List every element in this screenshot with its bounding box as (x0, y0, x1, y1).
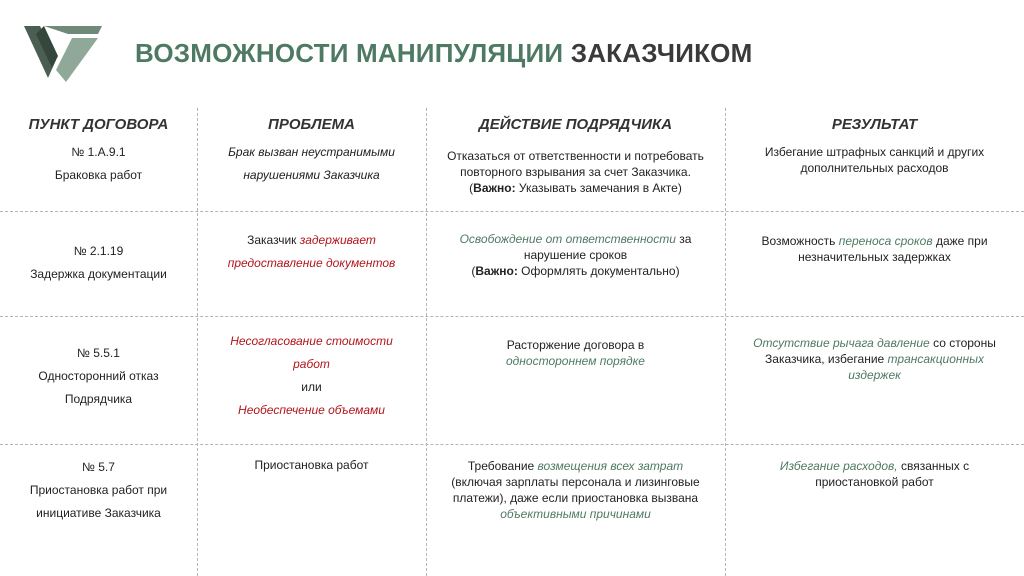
table-cell-problem (197, 229, 426, 275)
problem-highlight: предоставление документов (227, 256, 396, 270)
action-note: (Важно: Указывать замечания в Акте) (469, 181, 682, 195)
action-highlight: Освобождение от ответственности (459, 232, 676, 246)
header-clause: ПУНКТ ДОГОВОРА (28, 116, 169, 133)
note-text: Оформлять документально (521, 264, 676, 278)
result-text (725, 335, 1024, 351)
table-cell-result (725, 335, 1024, 383)
action-text: нарушение сроков (523, 248, 628, 262)
title-part-2: ЗАКАЗЧИКОМ (570, 38, 753, 68)
result-plain: Заказчика, избегание (765, 352, 885, 366)
action-note: (Важно: Оформлять документально) (471, 264, 680, 278)
clause-number: № 5.5.1 (77, 346, 120, 360)
problem-plain: Заказчик (247, 233, 297, 247)
note-text: Указывать замечания в Акте (518, 181, 678, 195)
result-highlight: Избегание расходов, (779, 459, 898, 473)
title-part-1: ВОЗМОЖНОСТИ МАНИПУЛЯЦИИ (135, 38, 564, 68)
clause-number: № 5.7 (82, 460, 115, 474)
table-cell-problem (197, 457, 426, 473)
action-plain: за (679, 232, 692, 246)
result-plain: Возможность (761, 234, 836, 248)
result-highlight: трансакционных (887, 352, 984, 366)
problem-highlight: задерживает (299, 233, 376, 247)
row-divider (0, 211, 1024, 212)
result-text: дополнительных расходов (800, 161, 949, 175)
result-plain: даже при (935, 234, 988, 248)
table-cell-action (426, 231, 725, 279)
result-text (725, 458, 1024, 474)
problem-text: Брак вызван неустранимыми (228, 145, 395, 159)
result-highlight: издержек (848, 368, 901, 382)
problem-text (197, 229, 426, 252)
result-plain: со стороны (933, 336, 996, 350)
result-text: приостановкой работ (815, 475, 934, 489)
result-text (725, 233, 1024, 249)
header-problem: ПРОБЛЕМА (268, 116, 355, 133)
table-cell-problem (197, 141, 426, 187)
page-title (135, 38, 752, 69)
table-cell-result (725, 144, 1024, 176)
action-text: платежи), даже если приостановка вызвана (452, 491, 699, 505)
action-highlight: одностороннем порядке (506, 354, 645, 368)
clause-name: Задержка документации (30, 267, 167, 281)
action-plain: Требование (467, 459, 535, 473)
clause-name: Приостановка работ при (29, 483, 168, 497)
result-plain: связанных с (900, 459, 970, 473)
table-cell-result (725, 458, 1024, 490)
problem-highlight: Необеспечение объемами (238, 403, 385, 417)
table-cell-action (426, 337, 725, 369)
action-text (426, 231, 725, 247)
result-text (725, 351, 1024, 367)
company-logo-icon (22, 20, 104, 86)
table-cell-clause (0, 141, 197, 187)
problem-text: нарушениями Заказчика (243, 168, 380, 182)
clause-name: Браковка работ (54, 168, 143, 182)
problem-highlight: работ (293, 357, 330, 371)
result-text: незначительных задержках (798, 250, 951, 264)
clause-number: № 1.А.9.1 (71, 145, 126, 159)
note-label: Важно: (473, 181, 516, 195)
row-divider (0, 316, 1024, 317)
problem-highlight: Несогласование стоимости (230, 334, 393, 348)
action-highlight: возмещения всех затрат (537, 459, 684, 473)
action-text: Расторжение договора в (506, 338, 645, 352)
action-text: повторного взрывания за счет Заказчика. (460, 165, 691, 179)
table-cell-clause (0, 342, 197, 411)
table-cell-problem (197, 330, 426, 422)
result-highlight: переноса сроков (838, 234, 933, 248)
header-action: ДЕЙСТВИЕ ПОДРЯДЧИКА (478, 116, 673, 133)
action-text (426, 458, 725, 474)
clause-name: Подрядчика (64, 392, 133, 406)
result-text: Избегание штрафных санкций и других (764, 145, 985, 159)
table-cell-action (426, 458, 725, 522)
table-cell-action (426, 148, 725, 196)
result-highlight: Отсутствие рычага давление (753, 336, 930, 350)
clause-name: инициативе Заказчика (36, 506, 161, 520)
problem-plain: Приостановка работ (254, 458, 369, 472)
header-result: РЕЗУЛЬТАТ (831, 116, 918, 133)
table-cell-clause (0, 240, 197, 286)
action-highlight: объективными причинами (500, 507, 651, 521)
clause-number: № 2.1.19 (73, 244, 124, 258)
row-divider (0, 444, 1024, 445)
clause-name: Односторонний отказ (38, 369, 159, 383)
action-text: Отказаться от ответственности и потребовать (447, 149, 704, 163)
problem-plain: или (301, 380, 322, 394)
action-text: (включая зарплаты персонала и лизинговые (451, 475, 700, 489)
table-cell-clause (0, 456, 197, 525)
note-label: Важно: (475, 264, 518, 278)
table-cell-result (725, 233, 1024, 265)
